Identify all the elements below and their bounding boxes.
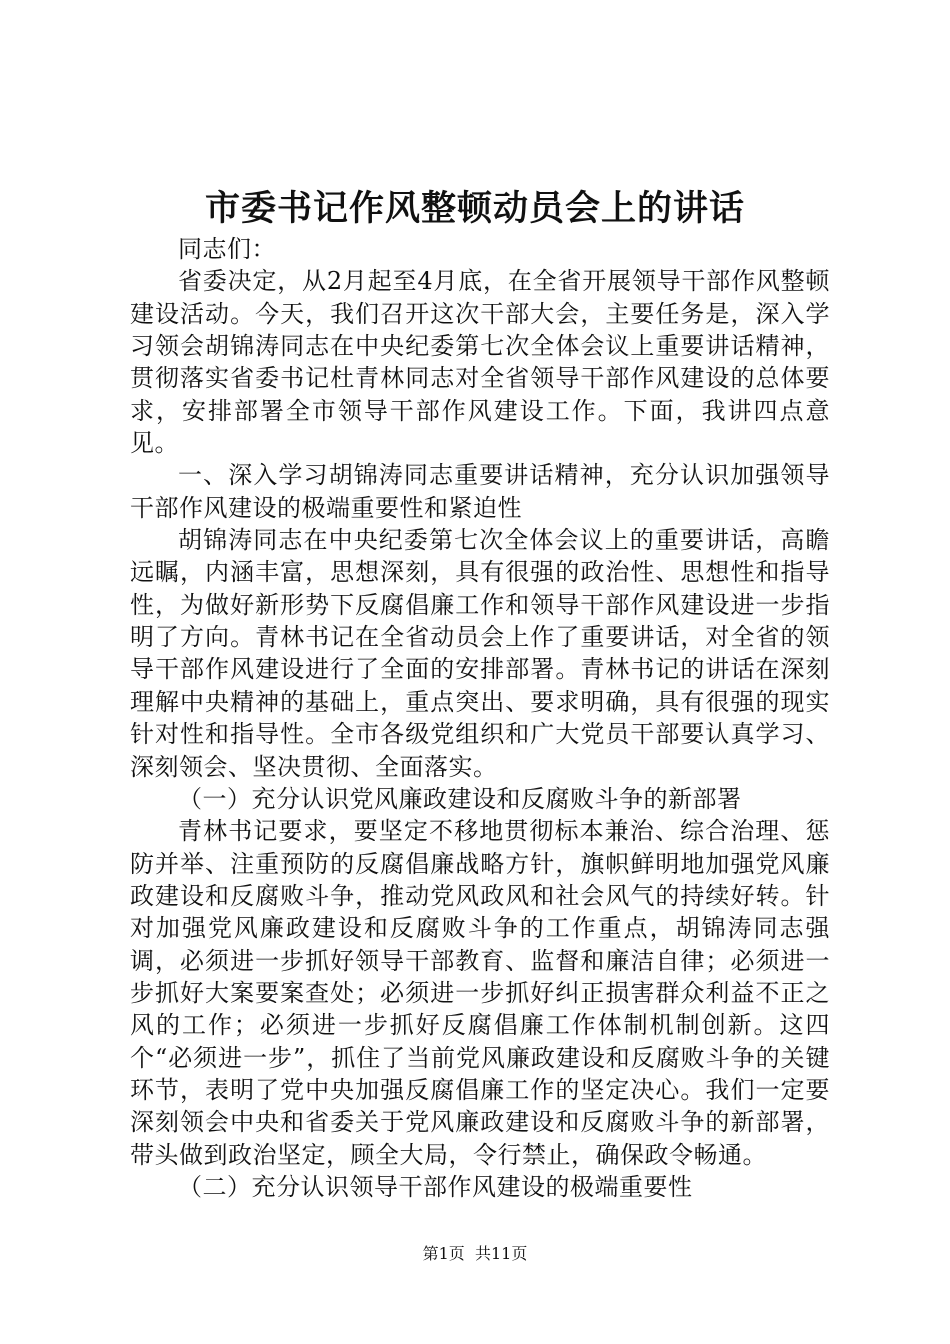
page-number: 第1页 (422, 1244, 465, 1263)
body-paragraph: 青林书记要求，要坚定不移地贯彻标本兼治、综合治理、惩防并举、注重预防的反腐倡廉战略方针，旗帜鲜明地加强党风廉政建设和反腐败斗争，推动党风政风和社会风气的持续好转。针对加强党风廉政建设和反腐败斗争的工作重点，胡锦涛同志强调，必须进一步抓好领导干部教育、监督和廉洁自律；必须进一步抓好大案要案查处；必须进一步抓好纠正损害群众利益不正之风的工作；必须进一步抓好反腐倡廉工作体制机制创新。这四个“必须进一步”，抓住了当前党风廉政建设和反腐败斗争的关键环节，表明了党中央加强反腐倡廉工作的坚定决心。我们一定要深刻领会中央和省委关于党风廉政建设和反腐败斗争的新部署，带头做到政治坚定，顾全大局，令行禁止，确保政令畅通。 (130, 817, 830, 1169)
document-body (130, 233, 830, 1203)
footer-separator (465, 1244, 475, 1263)
subsection-heading: （一）充分认识党风廉政建设和反腐败斗争的新部署 (178, 784, 742, 813)
page-total: 共11页 (474, 1244, 528, 1263)
body-paragraph: 省委决定，从2月起至4月底，在全省开展领导干部作风整顿建设活动。今天，我们召开这次干部大会，主要任务是，深入学习领会胡锦涛同志在中央纪委第七次全体会议上重要讲话精神，贯彻落实省委书记杜青林同志对全省领导干部作风建设的总体要求，安排部署全市领导干部作风建设工作。下面，我讲四点意见。 (130, 267, 830, 458)
page-footer (0, 1242, 950, 1266)
section-heading: 一、深入学习胡锦涛同志重要讲话精神，充分认识加强领导干部作风建设的极端重要性和紧迫性 (130, 461, 830, 522)
document-title: 市委书记作风整顿动员会上的讲话 (204, 188, 745, 229)
subsection-heading: （二）充分认识领导干部作风建设的极端重要性 (178, 1172, 693, 1201)
salutation: 同志们： (178, 235, 276, 263)
body-paragraph: 胡锦涛同志在中央纪委第七次全体会议上的重要讲话，高瞻远瞩，内涵丰富，思想深刻，具有很强的政治性、思想性和指导性，为做好新形势下反腐倡廉工作和领导干部作风建设进一步指明了方向。青林书记在全省动员会上作了重要讲话，对全省的领导干部作风建设进行了全面的安排部署。青林书记的讲话在深刻理解中央精神的基础上，重点突出、要求明确，具有很强的现实针对性和指导性。全市各级党组织和广大党员干部要认真学习、深刻领会、坚决贯彻、全面落实。 (130, 526, 830, 781)
